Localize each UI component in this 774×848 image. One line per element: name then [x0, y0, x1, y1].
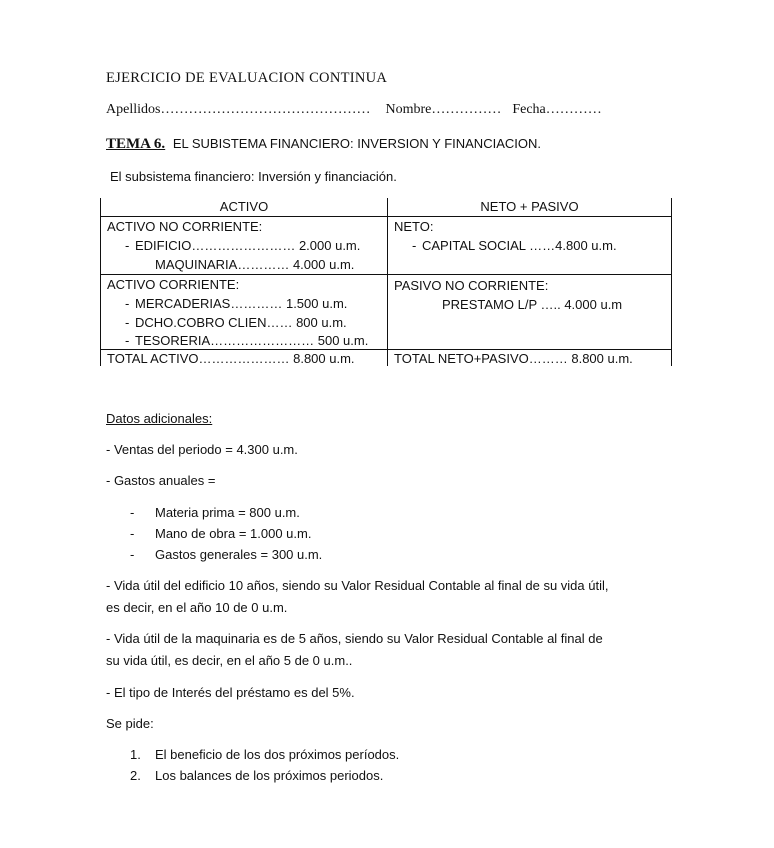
vida-maquinaria-line2: su vida útil, es decir, en el año 5 de 0 u.m..	[106, 653, 353, 668]
total-activo: TOTAL ACTIVO………………… 8.800 u.m.	[107, 351, 355, 366]
bullet-dash: -	[130, 526, 135, 541]
tema-heading	[106, 136, 541, 153]
pasivo-header: NETO + PASIVO	[388, 198, 672, 217]
pide-text: Los balances de los próximos periodos.	[155, 768, 384, 783]
capital-social-line: CAPITAL SOCIAL ……4.800 u.m.	[422, 238, 617, 253]
subtitle: El subsistema financiero: Inversión y financiación.	[110, 169, 397, 184]
total-activo-cell	[101, 350, 388, 367]
pide-text: El beneficio de los dos próximos períodos.	[155, 747, 400, 762]
neto-cell	[388, 217, 672, 275]
gastos-item	[130, 505, 300, 520]
interes-line: - El tipo de Interés del préstamo es del 5%.	[106, 685, 355, 700]
gastos-item-text: Materia prima = 800 u.m.	[155, 505, 300, 520]
pide-item	[130, 747, 399, 762]
mercaderias-line: MERCADERIAS………… 1.500 u.m.	[135, 296, 348, 311]
pide-number: 1.	[130, 747, 141, 762]
activo-corriente-label: ACTIVO CORRIENTE:	[107, 277, 240, 292]
gastos-item	[130, 526, 311, 541]
bullet-dash: -	[125, 296, 130, 311]
tesoreria-line: TESORERIA…………………… 500 u.m.	[135, 333, 369, 348]
maquinaria-line: MAQUINARIA………… 4.000 u.m.	[155, 257, 355, 272]
tema-text: EL SUBISTEMA FINANCIERO: INVERSION Y FINANCIACION.	[172, 136, 541, 151]
gastos-item-text: Mano de obra = 1.000 u.m.	[155, 526, 312, 541]
tema-label: TEMA 6.	[106, 136, 166, 152]
pide-number: 2.	[130, 768, 141, 783]
datos-heading: Datos adicionales:	[106, 411, 213, 426]
gastos-item	[130, 547, 322, 562]
vida-edificio-line1: - Vida útil del edificio 10 años, siendo su Valor Residual Contable al final de su vida útil,	[106, 578, 609, 593]
fecha-field[interactable]: Fecha…………	[512, 102, 602, 117]
prestamo-line: PRESTAMO L/P ….. 4.000 u.m	[442, 297, 623, 312]
bullet-dash: -	[130, 547, 135, 562]
ventas-line: - Ventas del periodo = 4.300 u.m.	[106, 442, 298, 457]
bullet-dash: -	[125, 238, 130, 253]
vida-edificio-line2: es decir, en el año 10 de 0 u.m.	[106, 600, 288, 615]
exercise-title: EJERCICIO DE EVALUACION CONTINUA	[106, 70, 388, 86]
apellidos-field[interactable]: Apellidos………………………………………	[106, 102, 371, 117]
bullet-dash: -	[125, 333, 130, 348]
balance-table	[100, 198, 672, 366]
pasivo-no-corriente-label: PASIVO NO CORRIENTE:	[394, 278, 549, 293]
activo-corriente-cell	[101, 275, 388, 350]
total-neto-pasivo-cell	[388, 350, 672, 367]
bullet-dash: -	[412, 238, 417, 253]
se-pide-label: Se pide:	[106, 716, 154, 731]
pide-item	[130, 768, 383, 783]
total-neto-pasivo: TOTAL NETO+PASIVO……… 8.800 u.m.	[394, 351, 633, 366]
activo-header: ACTIVO	[101, 198, 388, 217]
bullet-dash: -	[125, 315, 130, 330]
gastos-label: - Gastos anuales =	[106, 473, 216, 488]
dcho-cobro-line: DCHO.COBRO CLIEN…… 800 u.m.	[135, 315, 347, 330]
neto-label: NETO:	[394, 219, 434, 234]
pasivo-no-corriente-cell	[388, 275, 672, 350]
activo-no-corriente-cell	[101, 217, 388, 275]
student-fields	[106, 102, 602, 118]
vida-maquinaria-line1: - Vida útil de la maquinaria es de 5 años, siendo su Valor Residual Contable al final de	[106, 631, 603, 646]
gastos-item-text: Gastos generales = 300 u.m.	[155, 547, 323, 562]
bullet-dash: -	[130, 505, 135, 520]
activo-no-corriente-label: ACTIVO NO CORRIENTE:	[107, 219, 263, 234]
nombre-field[interactable]: Nombre……………	[385, 102, 502, 117]
edificio-line: EDIFICIO…………………… 2.000 u.m.	[135, 238, 361, 253]
